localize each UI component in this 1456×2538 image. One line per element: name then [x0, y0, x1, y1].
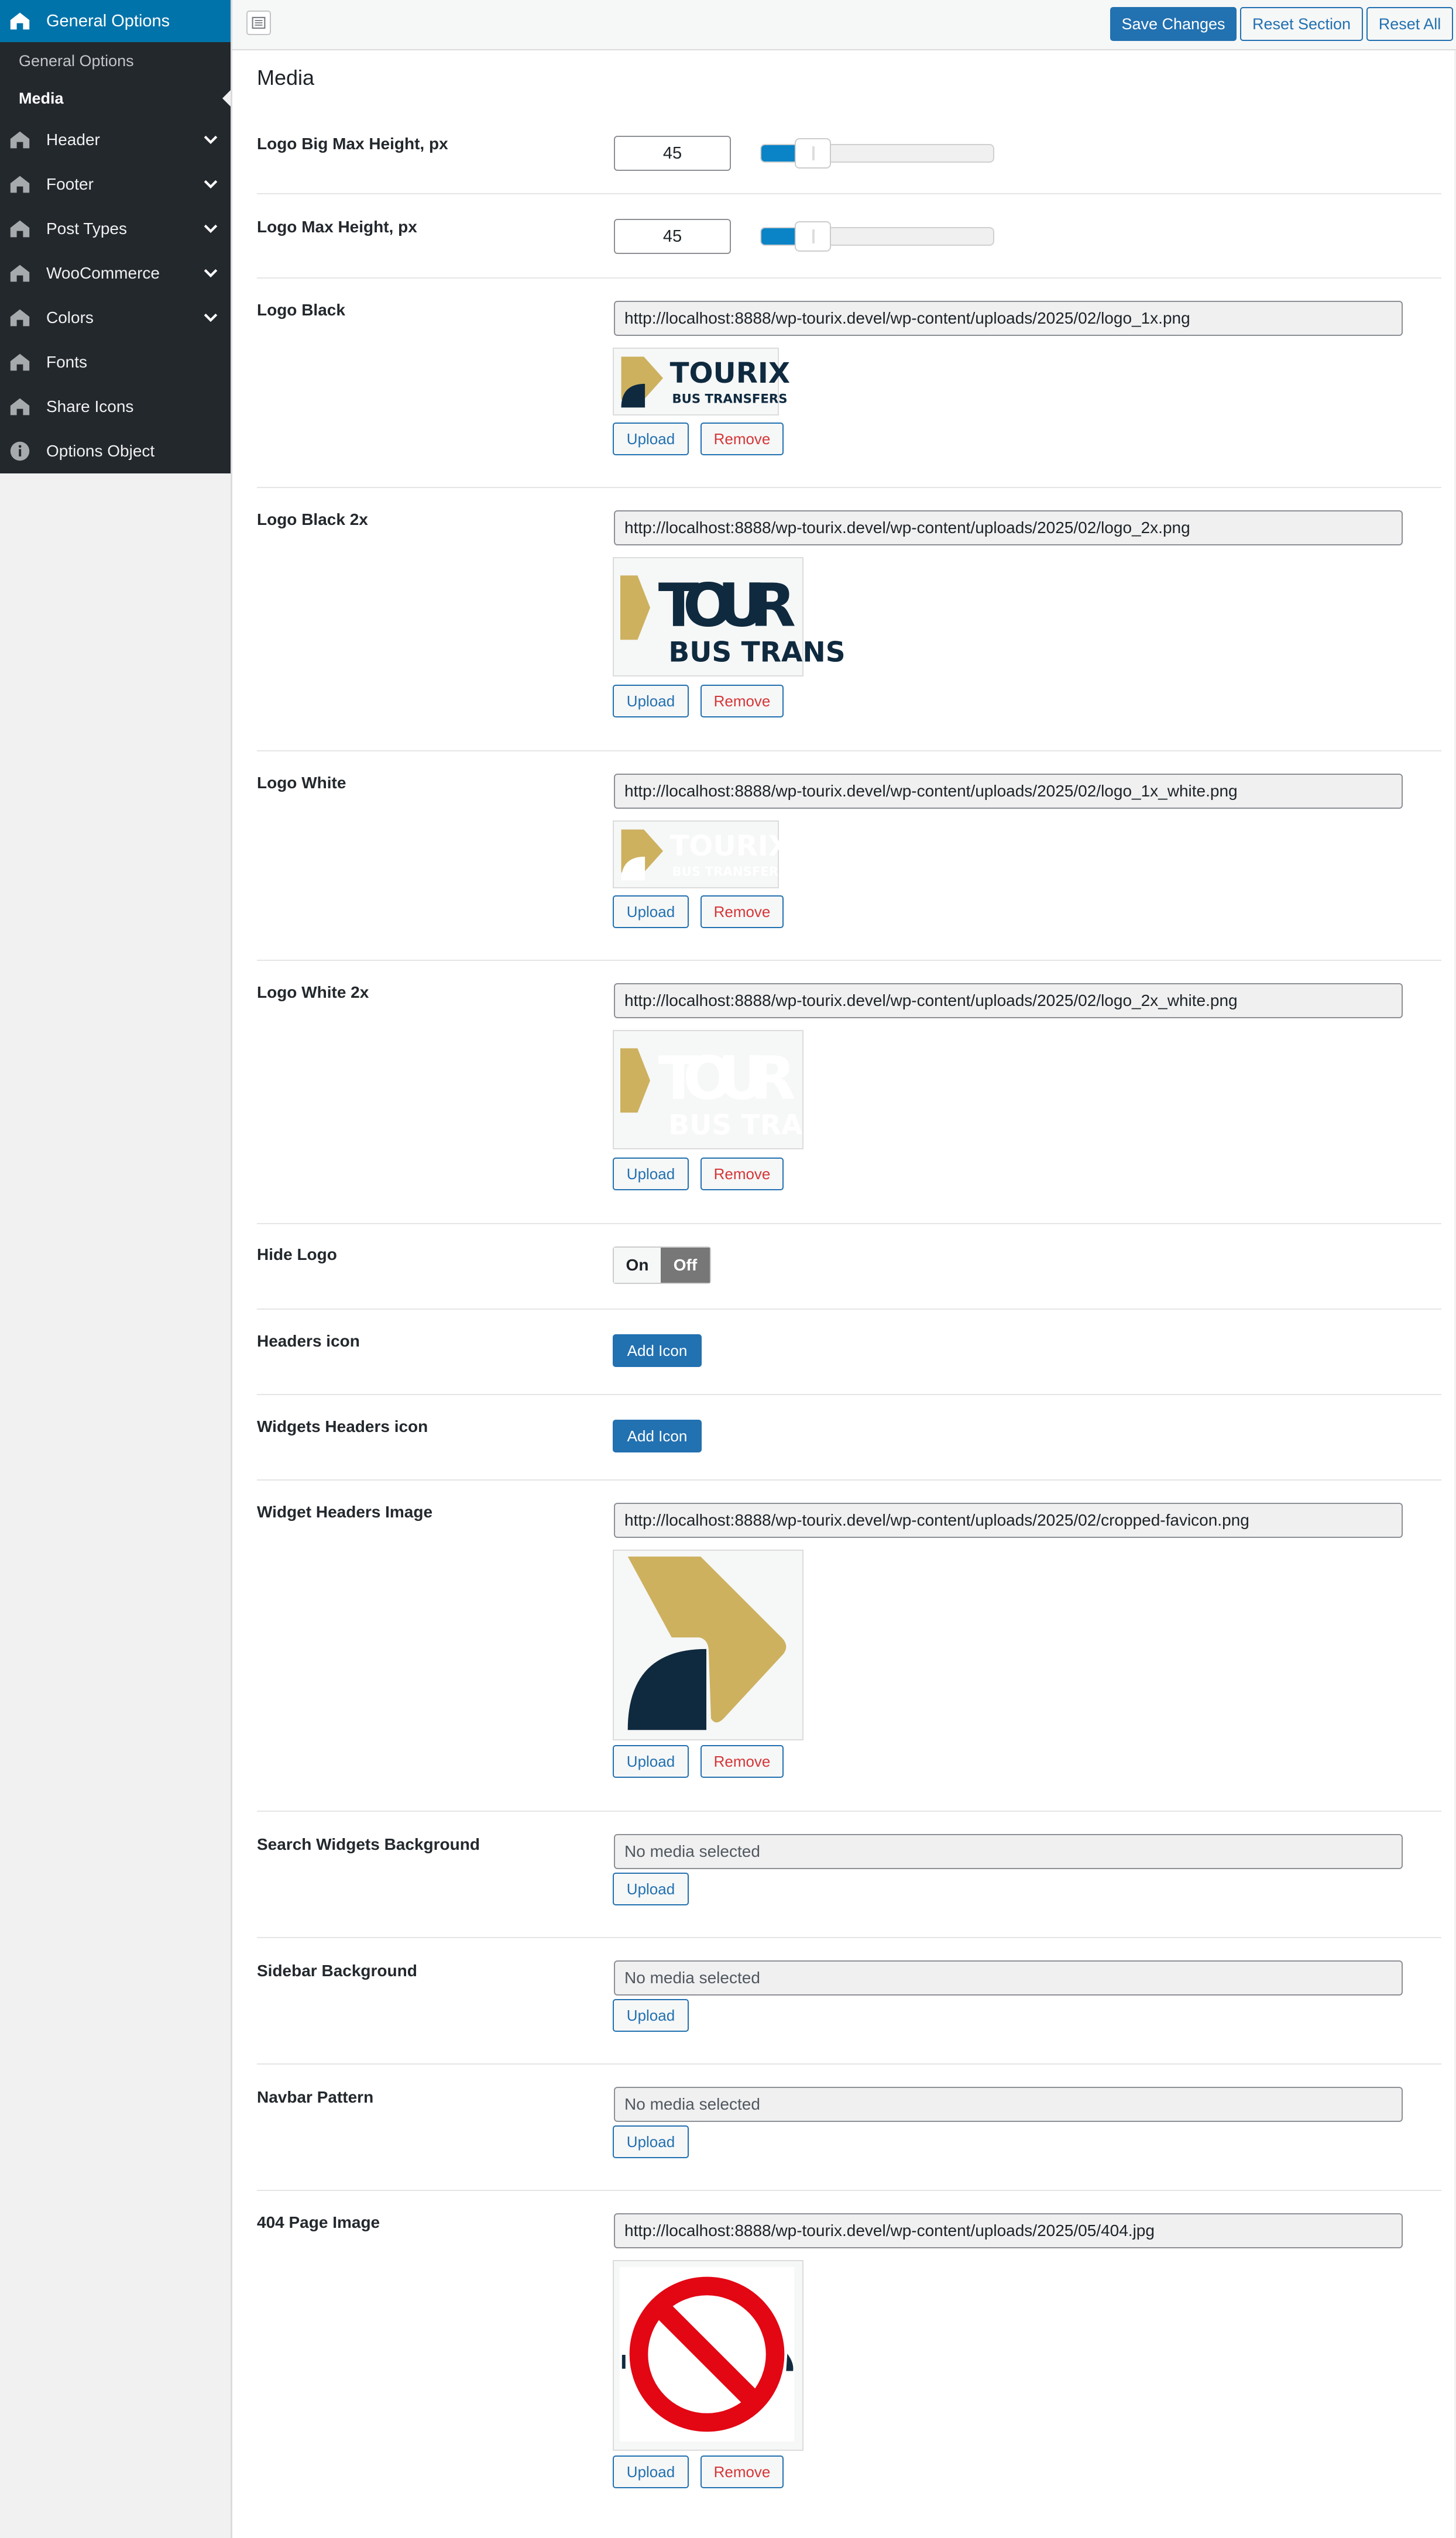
field-label: Sidebar Background: [257, 1962, 417, 1980]
field-hide-logo: [257, 1223, 1441, 1310]
submenu-item-general-options[interactable]: [0, 42, 231, 80]
menu-item-footer[interactable]: [0, 162, 231, 207]
tourix-logo-image: [614, 349, 791, 414]
logo-white-remove-button[interactable]: Remove: [700, 895, 784, 928]
field-headers-icon: [257, 1309, 1441, 1395]
field-404-page-image: [257, 2190, 1441, 2518]
reset-all-button[interactable]: Reset All: [1366, 7, 1453, 41]
chevron-down-icon[interactable]: [202, 132, 219, 148]
home-icon: [9, 11, 30, 32]
logo-max-height-input[interactable]: 45: [614, 219, 731, 254]
tourix-logo-white-image: [614, 1031, 846, 1148]
field-logo-black: [257, 277, 1441, 488]
menu-item-colors[interactable]: [0, 296, 231, 340]
hide-logo-switch[interactable]: [613, 1246, 711, 1284]
field-label: Hide Logo: [257, 1245, 337, 1263]
logo-wordmark: TOUR: [658, 1043, 796, 1114]
field-logo-max-height: [257, 193, 1441, 279]
logo-white-2x-remove-button[interactable]: Remove: [700, 1158, 784, 1190]
menu-item-label: Options Object: [46, 442, 155, 460]
menu-item-post-types[interactable]: [0, 207, 231, 251]
navbar-pattern-upload-button[interactable]: Upload: [613, 2125, 689, 2158]
logo-max-height-slider[interactable]: [760, 227, 994, 246]
section-title: Media: [257, 66, 315, 90]
admin-sidebar: [0, 0, 231, 2538]
widget-headers-image-upload-button[interactable]: Upload: [613, 1745, 689, 1778]
field-label: Logo Black 2x: [257, 510, 368, 528]
menu-item-label: Footer: [46, 175, 94, 193]
menu-item-options-object[interactable]: [0, 429, 231, 473]
logo-black-2x-upload-button[interactable]: Upload: [613, 685, 689, 717]
logo-wordmark: TOUR: [658, 571, 796, 641]
logo-white-url-field[interactable]: http://localhost:8888/wp-tourix.devel/wp-content/uploads/2025/02/logo_1x_white.png: [614, 774, 1403, 809]
home-icon: [9, 174, 30, 195]
field-label: Logo Big Max Height, px: [257, 135, 448, 153]
logo-tagline: BUS TRANSFERS: [672, 391, 788, 407]
home-icon: [9, 352, 30, 373]
logo-white-2x-upload-button[interactable]: Upload: [613, 1158, 689, 1190]
menu-item-label: Post Types: [46, 219, 128, 238]
save-changes-button[interactable]: Save Changes: [1110, 7, 1237, 41]
navbar-pattern-field[interactable]: No media selected: [614, 2087, 1403, 2122]
submenu-item-label: Media: [19, 90, 64, 107]
home-icon: [9, 218, 30, 239]
slider-handle[interactable]: [795, 221, 831, 252]
logo-white-2x-preview: [613, 1030, 846, 1149]
page-404-image-remove-button[interactable]: Remove: [700, 2455, 784, 2488]
menu-item-label: Header: [46, 130, 100, 149]
field-label: Navbar Pattern: [257, 2088, 374, 2106]
sidebar-background-upload-button[interactable]: Upload: [613, 1999, 689, 2032]
headers-add-icon-button[interactable]: Add Icon: [613, 1334, 702, 1367]
field-logo-big-max-height: [257, 111, 1441, 194]
info-icon: [9, 441, 30, 462]
switch-on-option[interactable]: On: [614, 1248, 661, 1283]
field-label: Headers icon: [257, 1332, 360, 1350]
admin-menu: [0, 0, 231, 473]
page-404-image-upload-button[interactable]: Upload: [613, 2455, 689, 2488]
field-label: Logo White: [257, 774, 346, 792]
field-widget-headers-image: [257, 1479, 1441, 1812]
home-icon: [9, 263, 30, 284]
menu-item-label: WooCommerce: [46, 264, 160, 282]
field-label: Widgets Headers icon: [257, 1417, 428, 1435]
logo-white-2x-url-field[interactable]: http://localhost:8888/wp-tourix.devel/wp-content/uploads/2025/02/logo_2x_white.png: [614, 983, 1403, 1018]
logo-tagline: BUS TRANSFERS: [672, 864, 788, 880]
options-panel: [231, 0, 1454, 2538]
home-icon: [9, 307, 30, 328]
widget-headers-image-preview: [613, 1550, 803, 1740]
widget-headers-image-url-field[interactable]: http://localhost:8888/wp-tourix.devel/wp-content/uploads/2025/02/cropped-favicon.png: [614, 1503, 1403, 1538]
logo-black-2x-url-field[interactable]: http://localhost:8888/wp-tourix.devel/wp-content/uploads/2025/02/logo_2x.png: [614, 510, 1403, 545]
search-widgets-background-upload-button[interactable]: Upload: [613, 1873, 689, 1905]
widgets-headers-add-icon-button[interactable]: Add Icon: [613, 1420, 702, 1452]
options-toolbar: [232, 0, 1456, 50]
home-icon: [9, 129, 30, 150]
tourix-logo-white-image: [614, 822, 791, 887]
menu-item-label: Fonts: [46, 353, 88, 371]
menu-item-label: General Options: [46, 12, 170, 30]
expand-toggle-button[interactable]: [246, 11, 271, 35]
menu-item-share-icons[interactable]: [0, 384, 231, 429]
menu-item-fonts[interactable]: [0, 340, 231, 384]
home-icon: [9, 396, 30, 417]
field-search-widgets-background: [257, 1811, 1441, 1938]
menu-item-header[interactable]: [0, 118, 231, 162]
field-label: 404 Page Image: [257, 2213, 380, 2231]
logo-black-url-field[interactable]: http://localhost:8888/wp-tourix.devel/wp-content/uploads/2025/02/logo_1x.png: [614, 301, 1403, 336]
logo-wordmark: TOURIX: [669, 829, 791, 863]
current-item-arrow: [222, 90, 231, 107]
logo-black-2x-preview: [613, 557, 846, 676]
field-label: Logo Max Height, px: [257, 218, 417, 236]
logo-tagline: BUS TRANS: [668, 636, 846, 669]
widget-headers-image-remove-button[interactable]: Remove: [700, 1745, 784, 1778]
field-logo-black-2x: [257, 487, 1441, 751]
field-logo-white: [257, 750, 1441, 961]
logo-black-remove-button[interactable]: Remove: [700, 423, 784, 455]
submenu-item-label: General Options: [19, 52, 134, 70]
menu-item-label: Colors: [46, 308, 94, 327]
field-sidebar-background: [257, 1937, 1441, 2065]
switch-off-option[interactable]: Off: [661, 1248, 710, 1283]
no-entry-sign-image: [614, 2261, 802, 2450]
field-navbar-pattern: [257, 2063, 1441, 2191]
logo-black-upload-button[interactable]: Upload: [613, 423, 689, 455]
logo-black-2x-remove-button[interactable]: Remove: [700, 685, 784, 717]
reset-section-button[interactable]: Reset Section: [1240, 7, 1363, 41]
field-label: Search Widgets Background: [257, 1835, 480, 1853]
logo-tagline: BUS TRANS: [668, 1109, 846, 1142]
chevron-down-icon[interactable]: [202, 221, 219, 237]
search-widgets-background-field[interactable]: No media selected: [614, 1834, 1403, 1869]
page-404-image-url-field[interactable]: http://localhost:8888/wp-tourix.devel/wp-content/uploads/2025/05/404.jpg: [614, 2213, 1403, 2248]
chevron-down-icon[interactable]: [202, 176, 219, 193]
sidebar-background-field[interactable]: No media selected: [614, 1960, 1403, 1996]
submenu-item-media[interactable]: [0, 80, 231, 117]
field-label: Widget Headers Image: [257, 1503, 433, 1521]
logo-white-upload-button[interactable]: Upload: [613, 895, 689, 928]
chevron-down-icon[interactable]: [202, 265, 219, 281]
page-404-image-preview: [613, 2260, 803, 2451]
menu-item-general-options[interactable]: [0, 0, 231, 42]
logo-white-preview: [613, 820, 791, 888]
field-logo-white-2x: [257, 960, 1441, 1224]
logo-big-max-height-slider[interactable]: [760, 144, 994, 163]
logo-wordmark: TOURIX: [669, 356, 791, 390]
logo-black-preview: [613, 348, 791, 415]
field-label: Logo White 2x: [257, 983, 369, 1001]
list-view-icon: [251, 15, 266, 30]
menu-item-label: Share Icons: [46, 397, 134, 415]
favicon-image: [614, 1551, 802, 1739]
tourix-logo-image: [614, 558, 846, 675]
chevron-down-icon[interactable]: [202, 310, 219, 326]
field-widgets-headers-icon: [257, 1394, 1441, 1481]
field-label: Logo Black: [257, 301, 345, 319]
logo-big-max-height-input[interactable]: 45: [614, 136, 731, 171]
menu-item-woocommerce[interactable]: [0, 251, 231, 296]
slider-handle[interactable]: [795, 138, 831, 169]
